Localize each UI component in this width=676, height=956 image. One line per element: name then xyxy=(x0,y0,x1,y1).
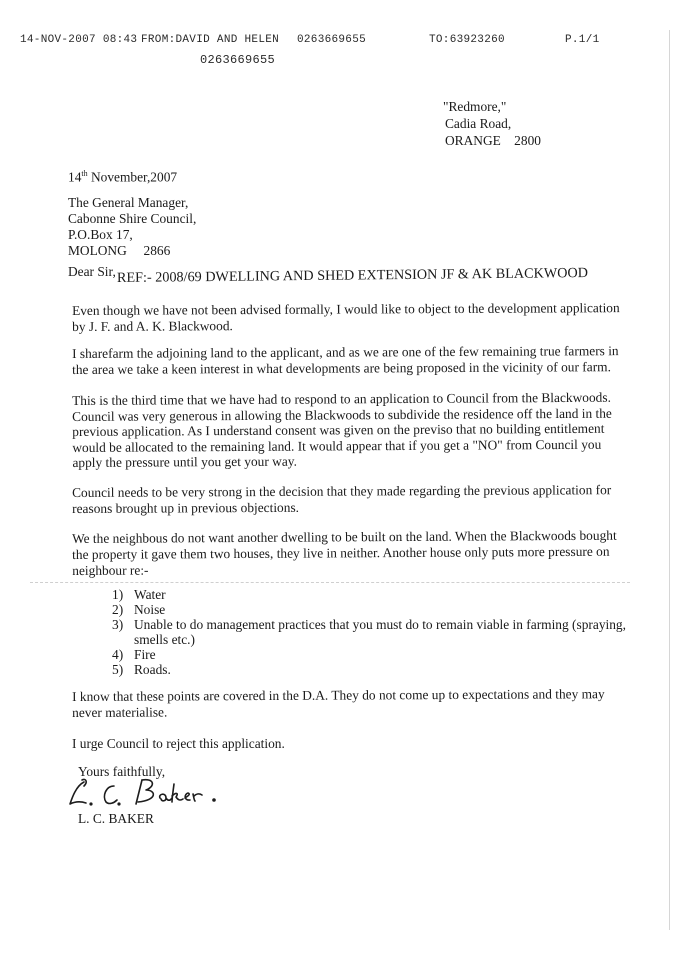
paragraph-line: the area we take a keen interest in what developments are being proposed in the vicinity of our farm. xyxy=(72,359,611,377)
date-rest: November,2007 xyxy=(87,169,178,185)
paragraph-line: Council was very generous in allowing the Blackwoods to subdivide the residence off the land in the xyxy=(72,405,612,424)
paragraph-line: would be allocated to the remaining land. It would appear that if you get a "NO" from Council you xyxy=(72,436,602,455)
sender-address-line: ORANGE 2800 xyxy=(445,133,541,148)
scan-artifact-line xyxy=(30,582,630,584)
recipient-line: MOLONG 2866 xyxy=(68,243,171,258)
paragraph-3 xyxy=(72,390,612,471)
fax-page-number: P.1/1 xyxy=(565,34,600,46)
list-item xyxy=(112,617,626,632)
list-item xyxy=(112,647,626,662)
recipient-line: Cabonne Shire Council, xyxy=(68,211,197,226)
paragraph-line: I urge Council to reject this application. xyxy=(72,736,285,751)
list-item-text: Fire xyxy=(134,647,156,662)
paragraph-line: never materialise. xyxy=(72,704,168,720)
fax-from: FROM:DAVID AND HELEN xyxy=(141,34,280,46)
sender-address-line: "Redmore," xyxy=(443,99,507,114)
list-item xyxy=(112,587,626,602)
sender-address-line: Cadia Road, xyxy=(445,116,512,131)
list-item-text: smells etc.) xyxy=(134,632,195,647)
paragraph-7 xyxy=(72,736,612,752)
list-item-text: Water xyxy=(134,587,166,602)
list-item-text: Unable to do management practices that you must do to remain viable in farming (spraying, xyxy=(134,617,626,632)
paragraph-line: previous application. As I understand consent was given on the previso that no building entitlement xyxy=(72,420,605,439)
list-item-text: Roads. xyxy=(134,662,171,677)
signer-name: L. C. BAKER xyxy=(78,811,154,826)
scan-edge-line xyxy=(669,30,670,930)
list-item-number: 4) xyxy=(112,647,124,662)
paragraph-line: neighbour re:- xyxy=(72,562,149,578)
reference-line: REF:- 2008/69 DWELLING AND SHED EXTENSION JF & AK BLACKWOOD xyxy=(116,265,588,286)
paragraph-5 xyxy=(72,527,617,579)
list-item-number: 2) xyxy=(112,602,124,617)
paragraph-line: This is the third time that we have had to respond to an application to Council from the Blackwoods. xyxy=(72,389,611,408)
paragraph-line: the property it gave them two houses, they live in neither. Another house only puts more pressure on xyxy=(72,543,610,562)
recipient-line: P.O.Box 17, xyxy=(68,227,133,242)
recipient-line: The General Manager, xyxy=(68,195,189,210)
fax-number-below: 0263669655 xyxy=(200,53,276,67)
closing: Yours faithfully, xyxy=(78,764,166,779)
list-item xyxy=(112,662,626,677)
list-item-number: 1) xyxy=(112,587,124,602)
list-item-text: Noise xyxy=(134,602,166,617)
paragraph-6 xyxy=(72,686,612,721)
list-item-number xyxy=(112,632,132,647)
list-item xyxy=(112,602,626,617)
paragraph-line: by J. F. and A. K. Blackwood. xyxy=(72,318,233,334)
paragraph-1 xyxy=(72,300,620,335)
date-suffix: th xyxy=(81,169,88,178)
paragraph-line: I know that these points are covered in the D.A. They do not come up to expectations and they may xyxy=(72,686,605,704)
list-item-number: 3) xyxy=(112,617,124,632)
paragraph-line: reasons brought up in previous objections. xyxy=(72,499,300,516)
paragraph-4 xyxy=(72,482,612,517)
date-day: 14 xyxy=(68,169,82,185)
letter-date xyxy=(68,166,177,184)
paragraph-line: apply the pressure until you get your way. xyxy=(72,453,297,470)
handwritten-signature xyxy=(62,774,232,812)
fax-from-number: 0263669655 xyxy=(297,34,367,46)
paragraph-line: Council needs to be very strong in the decision that they made regarding the previous application for xyxy=(72,482,612,500)
paragraph-line: We the neighbous do not want another dwelling to be built on the land. When the Blackwoods bought xyxy=(72,527,617,546)
fax-to: TO:63923260 xyxy=(429,34,505,46)
salutation: Dear Sir, xyxy=(68,264,116,279)
concerns-list xyxy=(112,587,626,677)
paragraph-2 xyxy=(72,343,619,378)
paragraph-line: I sharefarm the adjoining land to the applicant, and as we are one of the few remaining true farmers in xyxy=(72,343,619,361)
list-item-number: 5) xyxy=(112,662,124,677)
list-item xyxy=(112,632,626,647)
paragraph-line: Even though we have not been advised formally, I would like to object to the development application xyxy=(72,300,620,318)
fax-datetime: 14-NOV-2007 08:43 xyxy=(20,34,138,46)
